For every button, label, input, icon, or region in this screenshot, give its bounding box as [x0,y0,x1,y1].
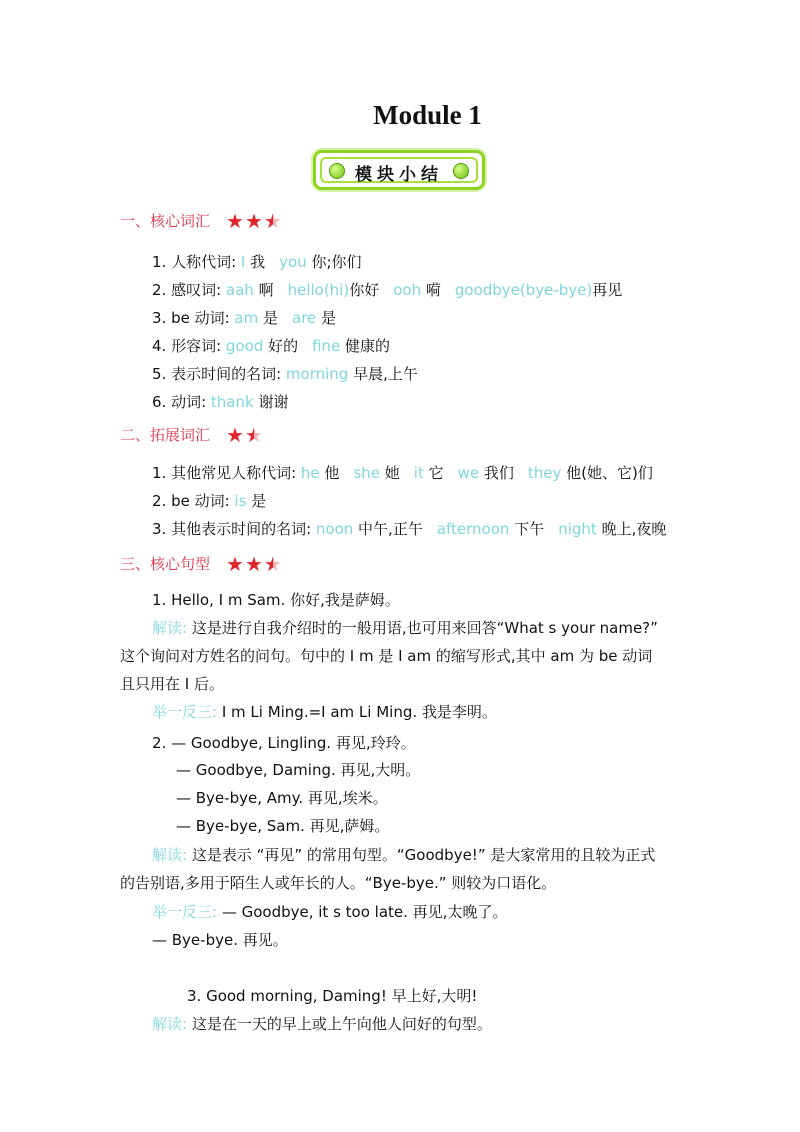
explanation-label: 解读: [152,619,188,637]
example-label: 举一反三: [152,903,218,921]
sentence-1-explanation-line-3: 且只用在 I 后。 [120,675,224,693]
ext-line-3: 3. 其他表示时间的名词: noon 中午,正午 afternoon 下午 night 晚上,夜晚 [152,520,667,538]
star-full-icon: ★ [244,208,263,233]
sentence-2-example: 举一反三: — Goodbye, it s too late. 再见,太晚了。 [152,903,508,921]
star-full-icon: ★ [226,208,244,233]
sentence-2-line-2: — Goodbye, Daming. 再见,大明。 [176,761,421,779]
sentence-2-example-reply: — Bye-bye. 再见。 [152,931,288,949]
explanation-label: 解读: [152,846,188,864]
vocab-line-2: 2. 感叹词: aah 啊 hello(hi)你好 ooh 嗬 goodbye(bye-bye)再见 [152,281,623,299]
rating-stars [226,208,283,233]
star-full-icon: ★ [226,422,244,447]
sentence-1-explanation-line-1: 解读: 这是进行自我介绍时的一般用语,也可用来回答“What s your name?” [152,619,658,637]
sentence-1: 1. Hello, I m Sam. 你好,我是萨姆。 [152,591,400,609]
sentence-3-explanation-line-1: 解读: 这是在一天的早上或上午向他人问好的句型。 [152,1015,492,1033]
section-title: 三、核心句型 [120,555,211,573]
section-heading-ext-vocab [120,424,264,445]
vocab-line-5: 5. 表示时间的名词: morning 早晨,上午 [152,365,418,383]
star-half-icon: ★ [263,551,282,576]
section-heading-core-sentences [120,553,283,574]
green-dot-icon [453,163,469,179]
star-full-icon: ★ [226,551,244,576]
vocab-line-3: 3. be 动词: am 是 are 是 [152,309,337,327]
rating-stars [226,551,283,576]
star-full-icon: ★ [244,551,263,576]
sentence-1-example: 举一反三: I m Li Ming.=I am Li Ming. 我是李明。 [152,703,497,721]
section-title: 二、拓展词汇 [120,426,211,444]
rating-stars [226,422,264,447]
sentence-2-explanation-line-2: 的告别语,多用于陌生人或年长的人。“Bye-bye.” 则较为口语化。 [120,874,557,892]
section-badge [313,150,485,190]
vocab-line-6: 6. 动词: thank 谢谢 [152,393,289,411]
sentence-2-explanation-line-1: 解读: 这是表示 “再见” 的常用句型。“Goodbye!” 是大家常用的且较为正式 [152,846,656,864]
sentence-2-line-1: 2. — Goodbye, Lingling. 再见,玲玲。 [152,734,416,752]
vocab-line-1: 1. 人称代词: I 我 you 你;你们 [152,253,362,271]
ext-line-1: 1. 其他常见人称代词: he 他 she 她 it 它 we 我们 they 他(她、它)们 [152,464,653,482]
sentence-1-explanation-line-2: 这个询问对方姓名的问句。句中的 I m 是 I am 的缩写形式,其中 am 为 be 动词 [120,647,653,665]
explanation-label: 解读: [152,1015,188,1033]
sentence-2-line-4: — Bye-bye, Sam. 再见,萨姆。 [176,817,390,835]
example-label: 举一反三: [152,703,218,721]
page-title: Module 1 [373,100,482,130]
ext-line-2: 2. be 动词: is 是 [152,492,267,510]
star-half-icon: ★ [263,208,282,233]
section-heading-core-vocab [120,210,283,231]
star-half-icon: ★ [244,422,263,447]
section-title: 一、核心词汇 [120,212,211,230]
badge-label: 模块小结 [355,165,443,185]
sentence-3: 3. Good morning, Daming! 早上好,大明! [187,987,478,1005]
sentence-2-line-3: — Bye-bye, Amy. 再见,埃米。 [176,789,388,807]
vocab-line-4: 4. 形容词: good 好的 fine 健康的 [152,337,391,355]
